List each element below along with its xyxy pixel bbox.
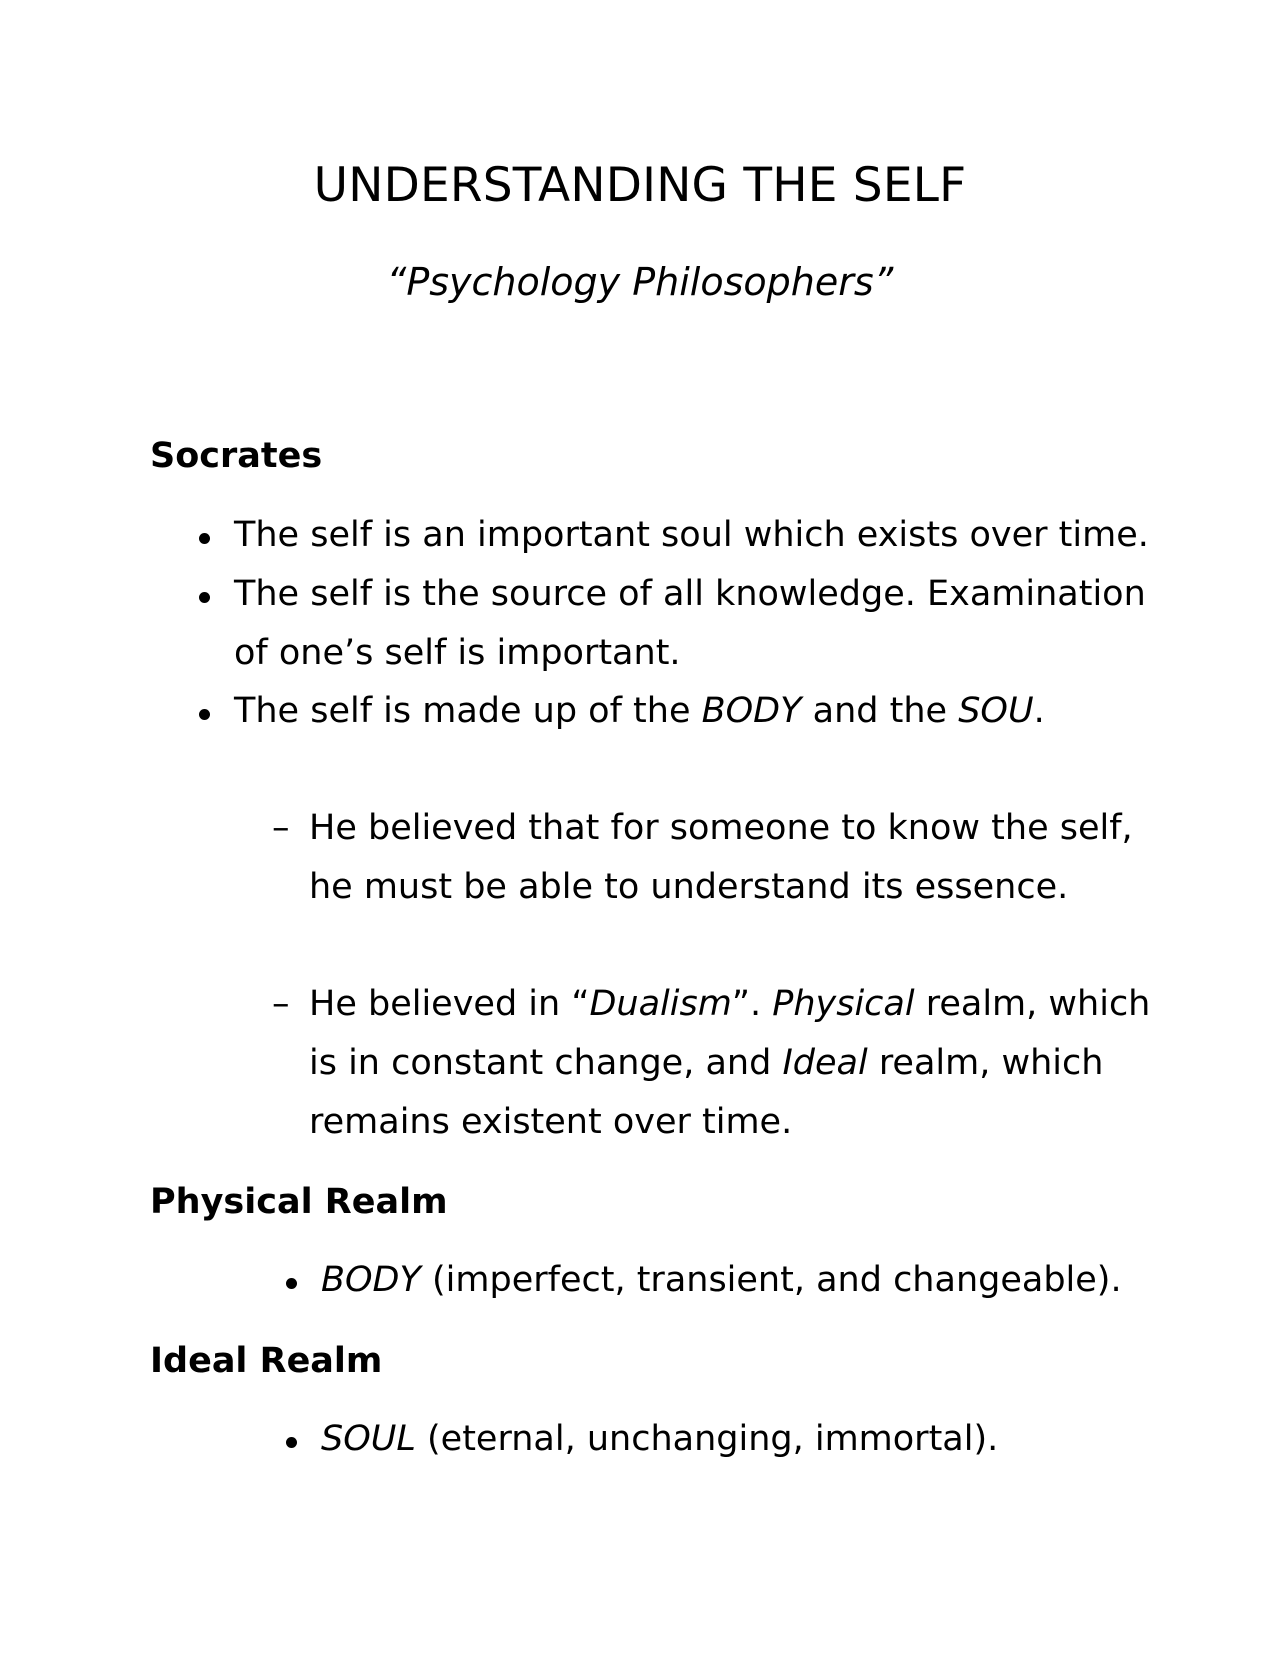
dash-1-line-1: He believed that for someone to know the self,: [309, 808, 1133, 848]
bullet-icon: [199, 533, 210, 544]
bullet-icon: [199, 592, 210, 603]
dash-2-line-2: [309, 1043, 1103, 1083]
dash-icon: –: [272, 984, 290, 1024]
soul-description: (eternal, unchanging, immortal).: [415, 1419, 999, 1459]
bullet-icon: [286, 1437, 297, 1448]
bullet-icon: [199, 709, 210, 720]
soul-key: SOUL: [321, 1419, 416, 1459]
bullet-3-text-c: .: [1033, 691, 1045, 731]
socrates-bullet-2-line-1: The self is the source of all knowledge. Examination: [234, 574, 1146, 614]
bullet-icon: [286, 1278, 297, 1289]
section-heading-socrates: Socrates: [150, 436, 323, 476]
dash-2-line-2-a: is in constant change, and: [309, 1043, 783, 1083]
ideal-realm-item: [321, 1419, 998, 1459]
physical-realm-item: [321, 1260, 1122, 1300]
dash-2-text-a: He believed in “: [309, 984, 590, 1024]
soul-word: SOU: [958, 691, 1034, 731]
bullet-3-text-b: and the: [801, 691, 959, 731]
physical-word: Physical: [772, 984, 915, 1024]
body-description: (imperfect, transient, and changeable).: [420, 1260, 1122, 1300]
dash-2-line-3: remains existent over time.: [309, 1102, 793, 1142]
dash-2-text-c: ”.: [731, 984, 773, 1024]
document-title: UNDERSTANDING THE SELF: [313, 158, 967, 213]
body-key: BODY: [321, 1260, 421, 1300]
body-word: BODY: [701, 691, 802, 731]
dualism-word: Dualism: [589, 984, 732, 1024]
ideal-word: Ideal: [782, 1043, 868, 1083]
dash-icon: –: [272, 808, 290, 848]
socrates-bullet-1: The self is an important soul which exists over time.: [234, 515, 1149, 555]
dash-2-line-2-c: realm, which: [867, 1043, 1104, 1083]
socrates-bullet-2-line-2: of one’s self is important.: [234, 633, 681, 673]
bullet-3-text-a: The self is made up of the: [234, 691, 702, 731]
dash-2-text-e: realm, which: [914, 984, 1151, 1024]
dash-2-line-1: [309, 984, 1150, 1024]
document-subtitle: “Psychology Philosophers”: [386, 260, 894, 304]
dash-1-line-2: he must be able to understand its essence.: [309, 867, 1069, 907]
section-heading-physical-realm: Physical Realm: [150, 1182, 448, 1222]
socrates-bullet-3: [234, 691, 1045, 731]
section-heading-ideal-realm: Ideal Realm: [150, 1341, 383, 1381]
